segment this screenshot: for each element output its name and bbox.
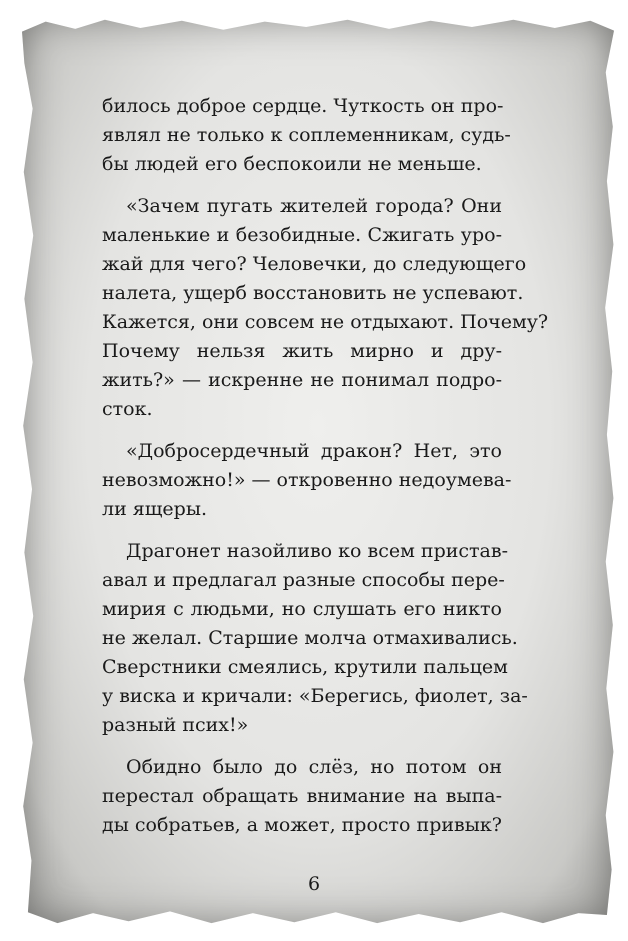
text-line: маленькие и безобидные. Сжигать уро- (102, 224, 502, 246)
text-line: билось доброе сердце. Чуткость он про- (102, 95, 504, 117)
paragraph-gap (102, 179, 502, 192)
text-line: сток. (102, 398, 153, 420)
paragraph-gap (102, 524, 502, 537)
text-line: разный псих!» (102, 714, 249, 736)
text-line: у виска и кричали: «Берегись, фиолет, за- (102, 685, 528, 707)
paragraph-gap (102, 424, 502, 437)
text-line: мирия с людьми, но слушать его никто (102, 598, 502, 620)
text-line: Драгонет назойливо ко всем пристав- (126, 540, 508, 562)
text-line: налета, ущерб восстановить не успевают. (102, 282, 524, 304)
page-number: 6 (307, 873, 321, 895)
text-line: авал и предлагал разные способы пере- (102, 569, 505, 591)
text-line: бы людей его беспокоили не меньше. (102, 153, 482, 175)
text-line: невозможно!» — откровенно недоумева- (102, 469, 512, 491)
text-line: жай для чего? Человечки, до следующего (102, 253, 527, 275)
text-line: являл не только к соплеменникам, судь- (102, 124, 511, 146)
text-line: Кажется, они совсем не отдыхают. Почему? (102, 311, 549, 333)
text-line: «Зачем пугать жителей города? Они (126, 195, 502, 217)
text-line: жить?» — искренне не понимал подро- (102, 369, 502, 391)
text-line: Сверстники смеялись, крутили пальцем (102, 656, 508, 678)
text-line: ды собратьев, а может, просто привык? (102, 814, 502, 836)
text-line: Почему нельзя жить мирно и дру- (102, 340, 502, 362)
text-line: ли ящеры. (102, 498, 207, 520)
text-line: перестал обращать внимание на выпа- (102, 785, 502, 807)
text-line: «Добросердечный дракон? Нет, это (126, 440, 502, 462)
body-text (102, 92, 549, 840)
text-line: не желал. Старшие молча отмахивались. (102, 627, 518, 649)
text-line: Обидно было до слёз, но потом он (126, 756, 502, 778)
paragraph-gap (102, 740, 502, 753)
